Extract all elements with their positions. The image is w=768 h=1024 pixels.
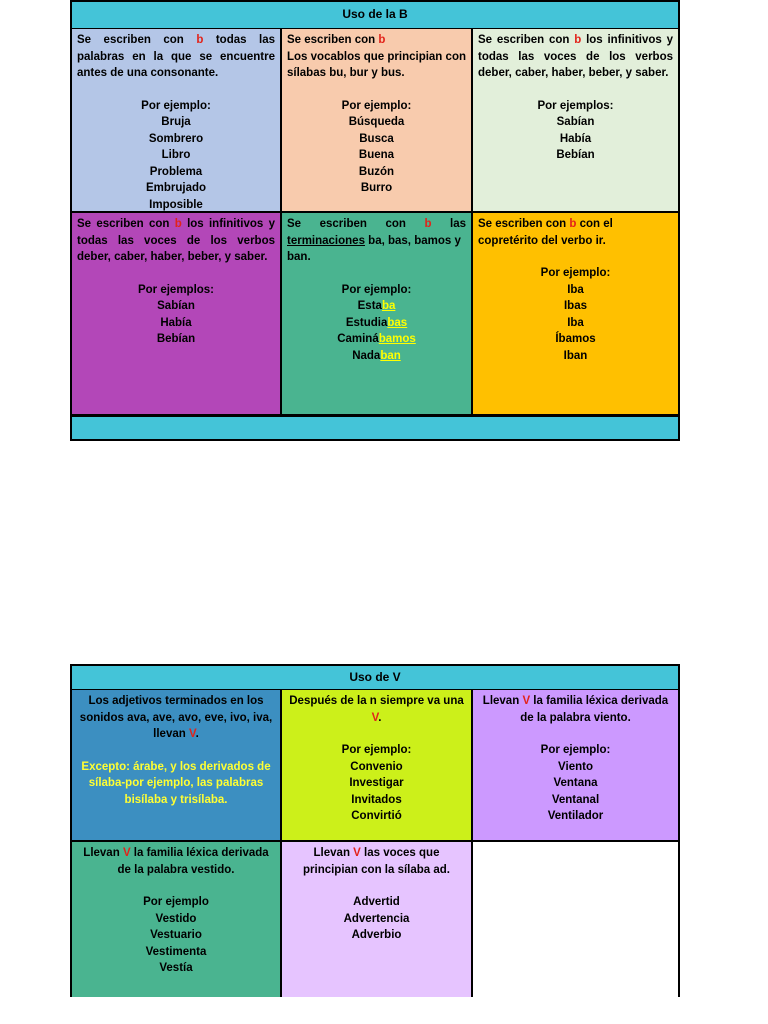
- example-word: Iba: [567, 316, 584, 329]
- letter-b: b: [569, 218, 577, 230]
- example-word: Viento: [558, 760, 593, 773]
- exception-note: Excepto: árabe, y los derivados de sílaba-por ejemplo, las palabras bisílaba y trisílaba.: [81, 760, 271, 806]
- example-word: Caminábamos: [337, 333, 416, 345]
- example-word: Bruja: [161, 116, 191, 128]
- uso-de-la-b-title: Uso de la B: [72, 2, 678, 29]
- example-list: Por ejemplo: Bruja Sombrero Libro Problema Embrujado Imposible: [77, 98, 275, 214]
- uso-de-la-b-table: [70, 0, 680, 441]
- example-word: Estudiabas: [345, 316, 408, 329]
- example-word: Invitados: [351, 793, 402, 806]
- example-list: Por ejemplo: Convenio Investigar Invitados Convirtió: [287, 742, 466, 825]
- v-rule-ad-syllable: Llevan V las voces que principian con la sílaba ad. Advertid Advertencia Adverbio: [282, 842, 473, 997]
- example-word: Vestido: [155, 912, 197, 925]
- example-list: Por ejemplos: Sabían Había Bebían: [77, 282, 275, 348]
- letter-b: b: [424, 218, 432, 230]
- example-word: Vestía: [159, 962, 193, 974]
- example-word: Iban: [563, 349, 588, 362]
- letter-b: b: [378, 34, 386, 46]
- example-word: Buena: [358, 149, 395, 161]
- letter-b: b: [196, 34, 204, 46]
- example-word: Bebían: [556, 149, 595, 161]
- v-empty-cell: [473, 842, 678, 997]
- example-word: Advertencia: [343, 912, 410, 925]
- example-list: Por ejemplo: Búsqueda Busca Buena Buzón Burro: [287, 98, 466, 197]
- letter-v: V: [353, 847, 361, 859]
- v-rule-viento: Llevan V la familia léxica derivada de la palabra viento. Por ejemplo: Viento Ventana Ventanal Ventilador: [473, 690, 678, 842]
- example-word: Había: [160, 316, 192, 329]
- letter-b: b: [574, 34, 582, 46]
- v-rule-adjectives: Los adjetivos terminados en los sonidos ava, ave, avo, eve, ivo, iva, llevan V. Excepto: árabe, y los derivados de sílaba-por ejemplo, las palabras bisílaba y trisílaba.: [72, 690, 282, 842]
- letter-v: V: [371, 711, 379, 724]
- example-word: Ventanal: [551, 793, 600, 806]
- letter-v: V: [522, 695, 531, 707]
- uso-de-v-table: [70, 664, 680, 997]
- letter-v: V: [122, 847, 131, 859]
- example-list: Por ejemplo: Iba Ibas Iba Íbamos Iban: [478, 265, 673, 364]
- example-word: Vestimenta: [145, 945, 207, 958]
- example-word: Vestuario: [150, 929, 202, 941]
- v-rule-after-n: Después de la n siempre va una V. Por ejemplo: Convenio Investigar Invitados Convirtió: [282, 690, 473, 842]
- b-rule-verbs-infinitives: Se escriben con b los infinitivos y todas las voces de los verbos deber, caber, haber, beber, y saber. Por ejemplos: Sabían Había Bebían: [473, 29, 678, 213]
- example-word: Problema: [149, 165, 203, 178]
- example-word: Embrujado: [145, 182, 207, 194]
- example-word: Libro: [161, 149, 191, 161]
- example-word: Búsqueda: [348, 116, 405, 128]
- example-word: Sombrero: [148, 132, 204, 145]
- v-rule-vestido: Llevan V la familia léxica derivada de la palabra vestido. Por ejemplo Vestido Vestuario Vestimenta Vestía: [72, 842, 282, 997]
- example-list: Por ejemplo Vestido Vestuario Vestimenta Vestía: [77, 894, 275, 977]
- uso-de-la-b-footer-bar: [72, 416, 678, 439]
- example-word: Había: [559, 132, 592, 145]
- example-word: Ibas: [563, 300, 587, 312]
- example-word: Convenio: [350, 760, 403, 773]
- b-rule-endings: Se escriben con b las terminaciones ba, bas, bamos y ban. Por ejemplo: Estaba Estudiabas Caminábamos Nadaban: [282, 213, 473, 416]
- example-word: Investigar: [349, 777, 404, 789]
- uso-de-v-title: Uso de V: [72, 666, 678, 690]
- b-rule-verbs-infinitives-2: Se escriben con b los infinitivos y todas las voces de los verbos deber, caber, haber, beber, y saber. Por ejemplos: Sabían Había Bebían: [72, 213, 282, 416]
- example-list: Por ejemplos: Sabían Había Bebían: [478, 98, 673, 164]
- example-list: Por ejemplo: Viento Ventana Ventanal Ventilador: [478, 742, 673, 825]
- example-word: Convirtió: [351, 810, 402, 822]
- example-word: Busca: [359, 132, 394, 145]
- example-word: Bebían: [156, 333, 196, 345]
- b-rule-consonant: Se escriben con b todas las palabras en la que se encuentre antes de una consonante. Por ejemplo: Bruja Sombrero Libro Problema Embrujado Imposible: [72, 29, 282, 213]
- example-word: Íbamos: [555, 333, 596, 345]
- letter-b: b: [174, 218, 182, 230]
- letter-v: V: [188, 728, 196, 740]
- example-word: Adverbio: [351, 929, 402, 941]
- example-word: Advertid: [353, 896, 400, 908]
- example-word: Ventilador: [547, 810, 604, 822]
- example-word: Nadaban: [352, 349, 401, 362]
- example-list: Por ejemplo: Estaba Estudiabas Caminábamos Nadaban: [287, 282, 466, 365]
- example-list: [287, 894, 466, 944]
- example-word: Imposible: [149, 198, 203, 211]
- b-rule-bu-bur-bus: Se escriben con b Los vocablos que principian con sílabas bu, bur y bus. Por ejemplo: Búsqueda Busca Buena Buzón Burro: [282, 29, 473, 213]
- example-word: Sabían: [556, 116, 595, 128]
- example-word: Ventana: [553, 777, 598, 789]
- b-rule-copreterito-ir: Se escriben con b con el copretérito del verbo ir. Por ejemplo: Iba Ibas Iba Íbamos Iban: [473, 213, 678, 416]
- example-word: Sabían: [157, 300, 195, 312]
- example-word: Estaba: [357, 300, 396, 312]
- example-word: Burro: [360, 182, 393, 194]
- example-word: Buzón: [358, 165, 395, 178]
- example-word: Iba: [567, 283, 584, 296]
